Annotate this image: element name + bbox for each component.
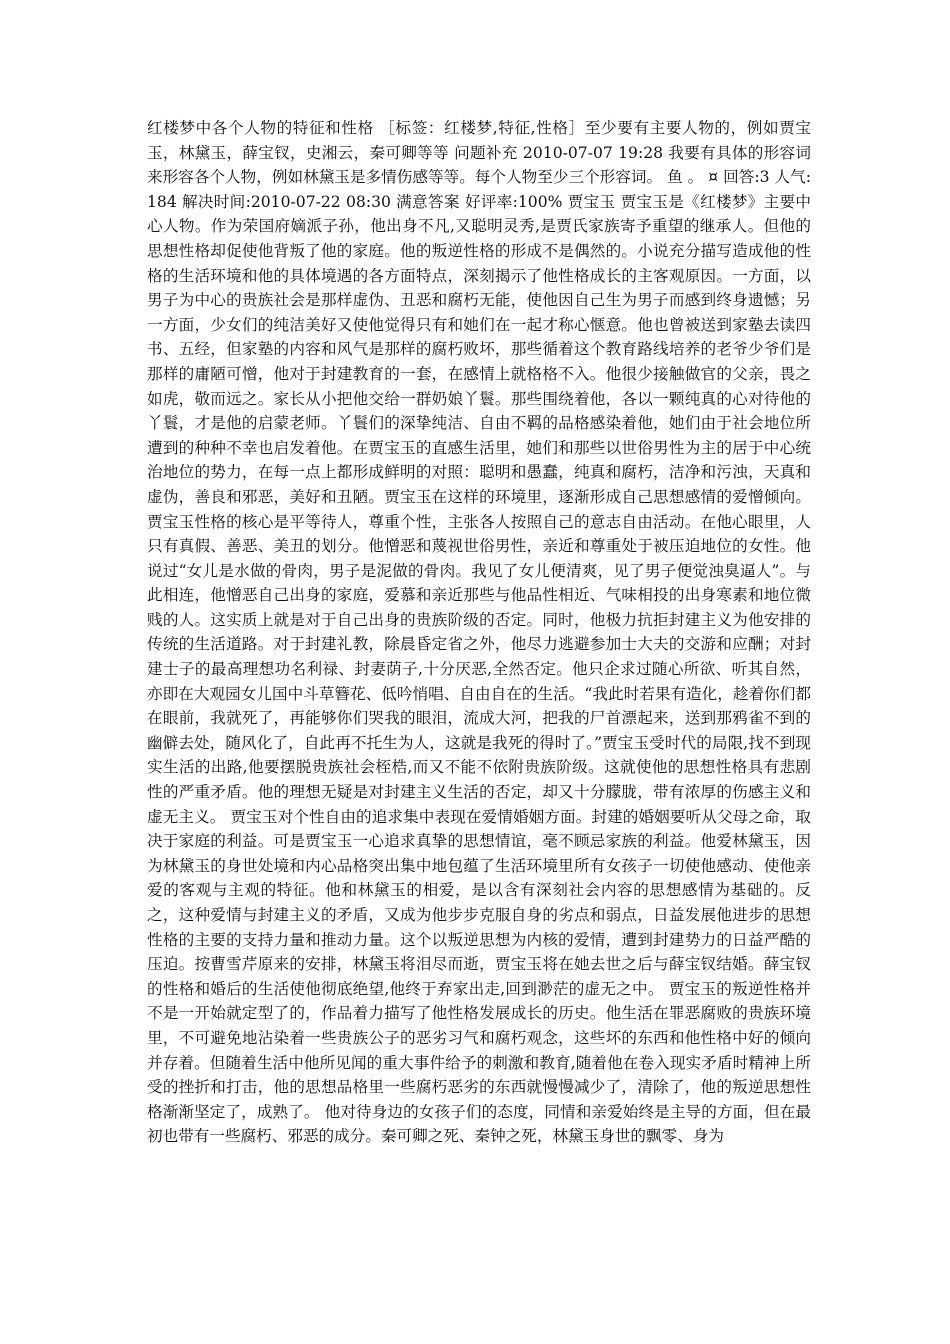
document-body-text: 红楼梦中各个人物的特征和性格 ［标签：红楼梦,特征,性格］至少要有主要人物的，例如贾宝玉，林黛玉，薛宝钗，史湘云，秦可卿等等 问题补充 2010-07-07 19:28 我要有具体的形容词来形容各个人物，例如林黛玉是多情伤感等等。每个人物至少三个形容词。 鱼 。 ¤ 回答:3 人气:184 解决时间:2010-07-22 08:30 满意答案 好评率:100% 贾宝玉 贾宝玉是《红楼梦》主要中心人物。作为荣国府嫡派子孙，他出身不凡,又聪明灵秀,是贾氏家族寄予重望的继承人。但他的思想性格却促使他背叛了他的家庭。他的叛逆性格的形成不是偶然的。小说充分描写造成他的性格的生活环境和他的具体境遇的各方面特点，深刻揭示了他性格成长的主客观原因。一方面，以男子为中心的贵族社会是那样虚伪、丑恶和腐朽无能，使他因自己生为男子而感到终身遗憾；另一方面，少女们的纯洁美好又使他觉得只有和她们在一起才称心惬意。他也曾被送到家塾去读四书、五经，但家塾的内容和风气是那样的腐朽败坏，那些循着这个教育路线培养的老爷少爷们是那样的庸陋可憎，他对于封建教育的一套，在感情上就格格不入。他很少接触做官的父亲，畏之如虎，敬而远之。家长从小把他交给一群奶娘丫鬟。那些围绕着他，各以一颗纯真的心对待他的丫鬟，才是他的启蒙老师。丫鬟们的深挚纯洁、自由不羁的品格感染着他，她们由于社会地位所遭到的种种不幸也启发着他。在贾宝玉的直感生活里，她们和那些以世俗男性为主的居于中心统治地位的势力，在每一点上都形成鲜明的对照：聪明和愚蠢，纯真和腐朽，洁净和污浊，天真和虚伪，善良和邪恶，美好和丑陋。贾宝玉在这样的环境里，逐渐形成自己思想感情的爱憎倾向。 贾宝玉性格的核心是平等待人，尊重个性，主张各人按照自己的意志自由活动。在他心眼里，人只有真假、善恶、美丑的划分。他憎恶和蔑视世俗男性，亲近和尊重处于被压迫地位的女性。他说过“女儿是水做的骨肉，男子是泥做的骨肉。我见了女儿便清爽，见了男子便觉浊臭逼人”。与此相连，他憎恶自己出身的家庭，爱慕和亲近那些与他品性相近、气味相投的出身寒素和地位微贱的人。这实质上就是对于自己出身的贵族阶级的否定。同时，他极力抗拒封建主义为他安排的传统的生活道路。对于封建礼教，除晨昏定省之外，他尽力逃避参加士大夫的交游和应酬；对封建士子的最高理想功名利禄、封妻荫子,十分厌恶,全然否定。他只企求过随心所欲、听其自然，亦即在大观园女儿国中斗草簪花、低吟悄唱、自由自在的生活。“我此时若果有造化，趁着你们都在眼前，我就死了，再能够你们哭我的眼泪，流成大河，把我的尸首漂起来，送到那鸦雀不到的幽僻去处，随风化了，自此再不托生为人，这就是我死的得时了。”贾宝玉受时代的局限,找不到现实生活的出路,他要摆脱贵族社会桎梏,而又不能不依附贵族阶级。这就使他的思想性格具有悲剧性的严重矛盾。他的理想无疑是对封建主义生活的否定，却又十分朦胧，带有浓厚的伤感主义和虚无主义。 贾宝玉对个性自由的追求集中表现在爱情婚姻方面。封建的婚姻要听从父母之命，取决于家庭的利益。可是贾宝玉一心追求真挚的思想情谊，毫不顾忌家族的利益。他爱林黛玉，因为林黛玉的身世处境和内心品格突出集中地包蕴了生活环境里所有女孩子一切使他感动、使他亲爱的客观与主观的特征。他和林黛玉的相爱，是以含有深刻社会内容的思想感情为基础的。反之，这种爱情与封建主义的矛盾，又成为他步步克服自身的劣点和弱点，日益发展他进步的思想性格的主要的支持力量和推动力量。这个以叛逆思想为内核的爱情，遭到封建势力的日益严酷的压迫。按曹雪芹原来的安排，林黛玉将泪尽而逝，贾宝玉将在她去世之后与薛宝钗结婚。薛宝钗的性格和婚后的生活使他彻底绝望,他终于弃家出走,回到渺茫的虚无之中。 贾宝玉的叛逆性格并不是一开始就定型了的，作品着力描写了他性格发展成长的历史。他生活在罪恶腐败的贵族环境里，不可避免地沾染着一些贵族公子的恶劣习气和腐朽观念，这些坏的东西和他性格中好的倾向并存着。但随着生活中他所见闻的重大事件给予的刺激和教育,随着他在卷入现实矛盾时精神上所受的挫折和打击，他的思想品格里一些腐朽恶劣的东西就慢慢减少了，清除了，他的叛逆思想性格渐渐坚定了，成熟了。 他对待身边的女孩子们的态度，同情和亲爱始终是主导的方面，但在最初也带有一些腐朽、邪恶的成分。秦可卿之死、秦钟之死，林黛玉身世的飘零、身为 [147,119,811,1146]
